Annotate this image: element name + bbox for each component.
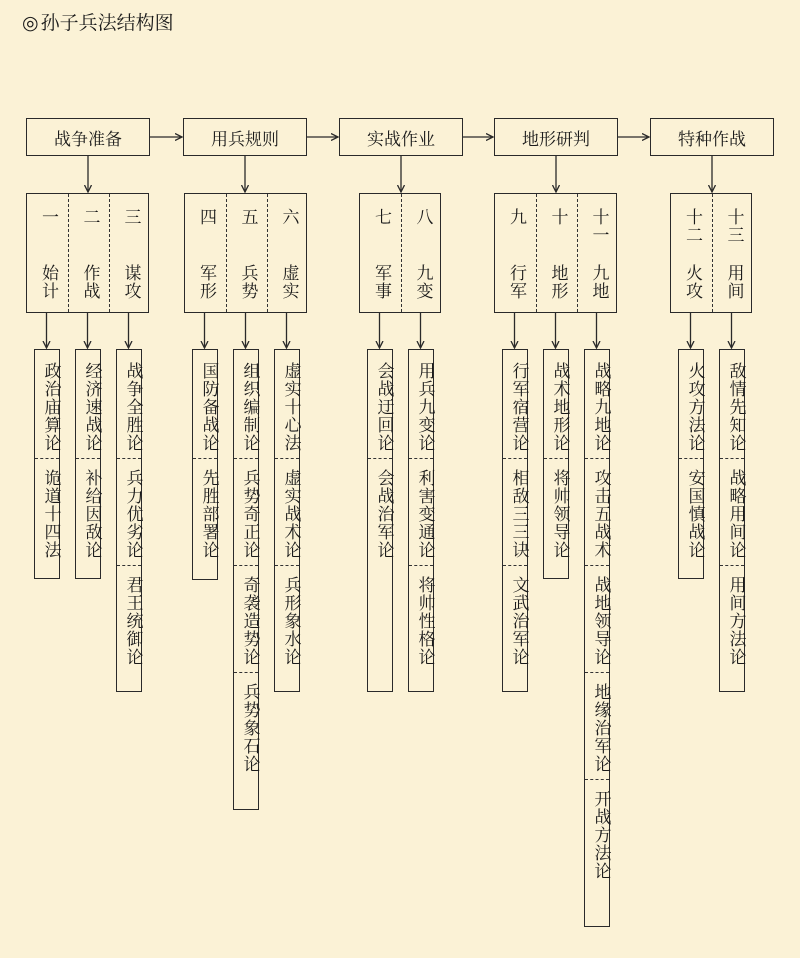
group-header: 用兵规则 (183, 118, 307, 156)
chapter-group-box (184, 193, 307, 313)
topic-item: 用间方法论 (720, 565, 744, 672)
chapter-name: 火攻 (682, 264, 702, 300)
chapter-column (109, 194, 150, 312)
chapter-name: 作战 (79, 264, 100, 300)
chapter-number: 十一 (588, 208, 609, 244)
topic-item: 兵力优劣论 (117, 458, 141, 565)
chapter-name: 九变 (412, 264, 433, 300)
topic-item: 相敌三三诀 (503, 458, 527, 565)
topic-item: 兵势象石论 (234, 672, 258, 779)
chapter-number: 五 (237, 208, 258, 226)
chapter-column (536, 194, 577, 312)
topic-list-box (408, 349, 434, 692)
topic-item: 诡道十四法 (35, 458, 59, 565)
chapter-column (185, 194, 226, 312)
chapter-number: 九 (506, 208, 526, 226)
group-header: 地形研判 (494, 118, 618, 156)
chapter-name: 行军 (506, 264, 526, 300)
topic-item: 虚实战术论 (275, 458, 299, 565)
topic-item: 文武治军论 (503, 565, 527, 672)
topic-item: 虚实十心法 (280, 362, 301, 452)
topic-item: 战略用间论 (720, 458, 744, 565)
topic-item: 利害变通论 (409, 458, 433, 565)
topic-item: 敌情先知论 (725, 362, 746, 452)
chapter-number: 十二 (682, 208, 702, 244)
chapter-number: 八 (412, 208, 433, 226)
group-header: 战争准备 (26, 118, 150, 156)
chapter-name: 地形 (547, 264, 568, 300)
chapter-number: 六 (278, 208, 299, 226)
chapter-number: 三 (120, 208, 141, 226)
chapter-group-box (494, 193, 617, 313)
topic-item: 先胜部署论 (193, 458, 217, 565)
topic-list-box (367, 349, 393, 692)
chapter-name: 始计 (38, 264, 58, 300)
chapter-number: 二 (79, 208, 100, 226)
topic-item: 补给因敌论 (76, 458, 100, 565)
topic-item: 奇袭造势论 (234, 565, 258, 672)
topic-list-box (584, 349, 610, 927)
chapter-column (495, 194, 536, 312)
chapter-column (267, 194, 308, 312)
chapter-number: 七 (371, 208, 391, 226)
title-text: 孙子兵法结构图 (40, 12, 174, 34)
chapter-column (671, 194, 712, 312)
chapter-column (401, 194, 442, 312)
chapter-name: 九地 (588, 264, 609, 300)
topic-list-box (34, 349, 60, 579)
topic-item: 火攻方法论 (684, 362, 705, 452)
chapter-name: 虚实 (278, 264, 299, 300)
chapter-group-box (670, 193, 752, 313)
topic-item: 将帅性格论 (409, 565, 433, 672)
chapter-number: 一 (38, 208, 58, 226)
topic-item: 地缘治军论 (585, 672, 609, 779)
topic-item: 开战方法论 (585, 779, 609, 886)
chapter-number: 四 (196, 208, 216, 226)
topic-item: 会战治军论 (368, 458, 392, 565)
topic-item: 政治庙算论 (40, 362, 61, 452)
topic-list-box (502, 349, 528, 692)
chapter-name: 军事 (371, 264, 391, 300)
topic-item: 组织编制论 (239, 362, 260, 452)
topic-item: 安国慎战论 (679, 458, 703, 565)
topic-item: 君王统御论 (117, 565, 141, 672)
topic-item: 经济速战论 (81, 362, 102, 452)
chapter-number: 十 (547, 208, 568, 226)
chapter-name: 谋攻 (120, 264, 141, 300)
chapter-group-box (359, 193, 441, 313)
topic-item: 兵势奇正论 (234, 458, 258, 565)
topic-item: 战地领导论 (585, 565, 609, 672)
topic-list-box (543, 349, 569, 579)
chapter-column (577, 194, 618, 312)
topic-list-box (678, 349, 704, 579)
chapter-column (712, 194, 753, 312)
topic-item: 兵形象水论 (275, 565, 299, 672)
chapter-column (68, 194, 109, 312)
group-header: 实战作业 (339, 118, 463, 156)
topic-item: 行军宿营论 (508, 362, 529, 452)
title-mark: ◎ (22, 12, 39, 34)
chapter-name: 用间 (723, 264, 744, 300)
chapter-column (27, 194, 68, 312)
topic-list-box (192, 349, 218, 580)
topic-item: 将帅领导论 (544, 458, 568, 565)
topic-item: 攻击五战术 (585, 458, 609, 565)
group-header: 特种作战 (650, 118, 774, 156)
chapter-name: 军形 (196, 264, 216, 300)
topic-list-box (274, 349, 300, 692)
topic-list-box (116, 349, 142, 692)
topic-item: 战略九地论 (590, 362, 611, 452)
topic-list-box (719, 349, 745, 692)
chapter-column (360, 194, 401, 312)
topic-item: 会战迂回论 (373, 362, 394, 452)
chapter-number: 十三 (723, 208, 744, 244)
topic-item: 战术地形论 (549, 362, 570, 452)
topic-list-box (233, 349, 259, 810)
topic-list-box (75, 349, 101, 579)
topic-item: 战争全胜论 (122, 362, 143, 452)
topic-item: 国防备战论 (198, 362, 219, 452)
chapter-group-box (26, 193, 149, 313)
chapter-name: 兵势 (237, 264, 258, 300)
chapter-column (226, 194, 267, 312)
topic-item: 用兵九变论 (414, 362, 435, 452)
